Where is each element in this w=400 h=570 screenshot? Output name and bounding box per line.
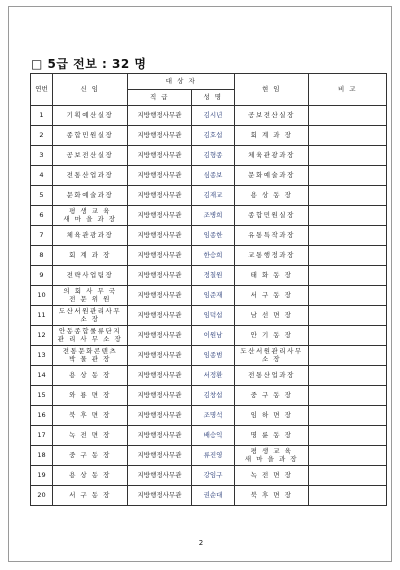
row-number: 12 — [31, 326, 53, 346]
remarks-cell — [309, 446, 387, 466]
name-cell: 정칠원 — [192, 266, 235, 286]
rank-cell: 지방행정사무관 — [128, 166, 192, 186]
remarks-cell — [309, 266, 387, 286]
new-post-cell: 체육관광과장 — [53, 226, 128, 246]
row-number: 6 — [31, 206, 53, 226]
table-row — [31, 406, 387, 426]
current-post-cell: 명 륜 동 장 — [235, 426, 309, 446]
rank-cell: 지방행정사무관 — [128, 126, 192, 146]
row-number: 15 — [31, 386, 53, 406]
new-post-cell: 녹 전 면 장 — [53, 426, 128, 446]
current-post-cell: 임 하 면 장 — [235, 406, 309, 426]
rank-cell: 지방행정사무관 — [128, 346, 192, 366]
name-cell: 한승희 — [192, 246, 235, 266]
rank-cell: 지방행정사무관 — [128, 286, 192, 306]
table-row — [31, 446, 387, 466]
header-current: 현 임 — [235, 74, 309, 106]
row-number: 16 — [31, 406, 53, 426]
current-post-cell: 전통산업과장 — [235, 366, 309, 386]
new-post-cell: 중 구 동 장 — [53, 446, 128, 466]
rank-cell: 지방행정사무관 — [128, 426, 192, 446]
row-number: 1 — [31, 106, 53, 126]
rank-cell: 지방행정사무관 — [128, 106, 192, 126]
row-number: 2 — [31, 126, 53, 146]
rank-cell: 지방행정사무관 — [128, 146, 192, 166]
new-post-cell: 회 계 과 장 — [53, 246, 128, 266]
new-post-cell: 전통문화콘텐츠 박 물 관 장 — [53, 346, 128, 366]
name-cell: 서정환 — [192, 366, 235, 386]
remarks-cell — [309, 226, 387, 246]
table-row — [31, 466, 387, 486]
table-row — [31, 186, 387, 206]
remarks-cell — [309, 426, 387, 446]
name-cell: 이원남 — [192, 326, 235, 346]
new-post-cell: 전략사업팀장 — [53, 266, 128, 286]
current-post-cell: 안 기 동 장 — [235, 326, 309, 346]
new-post-cell: 서 구 동 장 — [53, 486, 128, 506]
current-post-cell: 체육관광과장 — [235, 146, 309, 166]
new-post-cell: 와 룡 면 장 — [53, 386, 128, 406]
rank-cell: 지방행정사무관 — [128, 386, 192, 406]
table-row — [31, 206, 387, 226]
header-target: 대 상 자 — [128, 74, 235, 90]
name-cell: 임준재 — [192, 286, 235, 306]
row-number: 20 — [31, 486, 53, 506]
current-post-cell: 녹 전 면 장 — [235, 466, 309, 486]
row-number: 17 — [31, 426, 53, 446]
name-cell: 배승익 — [192, 426, 235, 446]
row-number: 13 — [31, 346, 53, 366]
row-number: 18 — [31, 446, 53, 466]
new-post-cell: 공보전산실장 — [53, 146, 128, 166]
rank-cell: 지방행정사무관 — [128, 486, 192, 506]
new-post-cell: 기획예산실장 — [53, 106, 128, 126]
name-cell: 김형종 — [192, 146, 235, 166]
name-cell: 임종한 — [192, 226, 235, 246]
table-row — [31, 346, 387, 366]
header-new-post: 신 임 — [53, 74, 128, 106]
new-post-cell: 도산서원관리사무 소 장 — [53, 306, 128, 326]
name-cell: 류진영 — [192, 446, 235, 466]
rank-cell: 지방행정사무관 — [128, 326, 192, 346]
row-number: 3 — [31, 146, 53, 166]
new-post-cell: 종합민원실장 — [53, 126, 128, 146]
current-post-cell: 도산서원관리사무 소 장 — [235, 346, 309, 366]
new-post-cell: 북 후 면 장 — [53, 406, 128, 426]
remarks-cell — [309, 246, 387, 266]
table-row — [31, 126, 387, 146]
current-post-cell: 교통행정과장 — [235, 246, 309, 266]
header-row — [31, 74, 387, 90]
table-row — [31, 286, 387, 306]
row-number: 19 — [31, 466, 53, 486]
remarks-cell — [309, 326, 387, 346]
current-post-cell: 북 후 면 장 — [235, 486, 309, 506]
row-number: 7 — [31, 226, 53, 246]
new-post-cell: 문화예술과장 — [53, 186, 128, 206]
remarks-cell — [309, 346, 387, 366]
table-row — [31, 266, 387, 286]
row-number: 5 — [31, 186, 53, 206]
name-cell: 임덕섭 — [192, 306, 235, 326]
current-post-cell: 용 상 동 장 — [235, 186, 309, 206]
table-row — [31, 326, 387, 346]
new-post-cell: 안동종합룰류단지 관 리 사 무 소 장 — [53, 326, 128, 346]
current-post-cell: 서 구 동 장 — [235, 286, 309, 306]
table-row — [31, 146, 387, 166]
remarks-cell — [309, 386, 387, 406]
name-cell: 조명석 — [192, 406, 235, 426]
current-post-cell: 평 생 교 육 새 마 을 과 장 — [235, 446, 309, 466]
row-number: 9 — [31, 266, 53, 286]
name-cell: 김시년 — [192, 106, 235, 126]
current-post-cell: 유통특작과장 — [235, 226, 309, 246]
new-post-cell: 전통산업과장 — [53, 166, 128, 186]
name-cell: 김창섭 — [192, 386, 235, 406]
remarks-cell — [309, 186, 387, 206]
rank-cell: 지방행정사무관 — [128, 266, 192, 286]
table-row — [31, 226, 387, 246]
row-number: 11 — [31, 306, 53, 326]
current-post-cell: 중 구 동 장 — [235, 386, 309, 406]
table-row — [31, 426, 387, 446]
name-cell: 임종범 — [192, 346, 235, 366]
remarks-cell — [309, 366, 387, 386]
current-post-cell: 태 화 동 장 — [235, 266, 309, 286]
rank-cell: 지방행정사무관 — [128, 226, 192, 246]
row-number: 4 — [31, 166, 53, 186]
header-no: 연번 — [31, 74, 53, 106]
header-remarks: 비 고 — [309, 74, 387, 106]
new-post-cell: 평 생 교 육 새 마 을 과 장 — [53, 206, 128, 226]
row-number: 14 — [31, 366, 53, 386]
current-post-cell: 문화예술과장 — [235, 166, 309, 186]
rank-cell: 지방행정사무관 — [128, 206, 192, 226]
current-post-cell: 회 계 과 장 — [235, 126, 309, 146]
name-cell: 김호섭 — [192, 126, 235, 146]
remarks-cell — [309, 286, 387, 306]
rank-cell: 지방행정사무관 — [128, 186, 192, 206]
rank-cell: 지방행정사무관 — [128, 246, 192, 266]
table-body — [31, 106, 387, 506]
name-cell: 조병희 — [192, 206, 235, 226]
name-cell: 강임구 — [192, 466, 235, 486]
remarks-cell — [309, 486, 387, 506]
remarks-cell — [309, 466, 387, 486]
new-post-cell: 용 상 동 장 — [53, 466, 128, 486]
document-page — [8, 6, 392, 562]
name-cell: 심종보 — [192, 166, 235, 186]
table-row — [31, 366, 387, 386]
remarks-cell — [309, 306, 387, 326]
rank-cell: 지방행정사무관 — [128, 366, 192, 386]
rank-cell: 지방행정사무관 — [128, 406, 192, 426]
row-number: 8 — [31, 246, 53, 266]
header-name: 성 명 — [192, 90, 235, 106]
remarks-cell — [309, 106, 387, 126]
remarks-cell — [309, 166, 387, 186]
table-row — [31, 486, 387, 506]
name-cell: 김재교 — [192, 186, 235, 206]
remarks-cell — [309, 406, 387, 426]
table-row — [31, 246, 387, 266]
page-number: 2 — [198, 539, 204, 547]
section-title: □ 5급 전보 : 32 명 — [31, 57, 147, 71]
table-row — [31, 166, 387, 186]
rank-cell: 지방행정사무관 — [128, 466, 192, 486]
rank-cell: 지방행정사무관 — [128, 446, 192, 466]
remarks-cell — [309, 206, 387, 226]
personnel-transfer-table — [30, 73, 387, 506]
table-row — [31, 386, 387, 406]
remarks-cell — [309, 126, 387, 146]
table-row — [31, 306, 387, 326]
current-post-cell: 종합민원실장 — [235, 206, 309, 226]
row-number: 10 — [31, 286, 53, 306]
header-rank: 직 급 — [128, 90, 192, 106]
new-post-cell: 용 상 동 장 — [53, 366, 128, 386]
table-row — [31, 106, 387, 126]
current-post-cell: 공보전산실장 — [235, 106, 309, 126]
name-cell: 권순대 — [192, 486, 235, 506]
remarks-cell — [309, 146, 387, 166]
rank-cell: 지방행정사무관 — [128, 306, 192, 326]
new-post-cell: 의 회 사 무 국 전 문 위 원 — [53, 286, 128, 306]
current-post-cell: 남 선 면 장 — [235, 306, 309, 326]
